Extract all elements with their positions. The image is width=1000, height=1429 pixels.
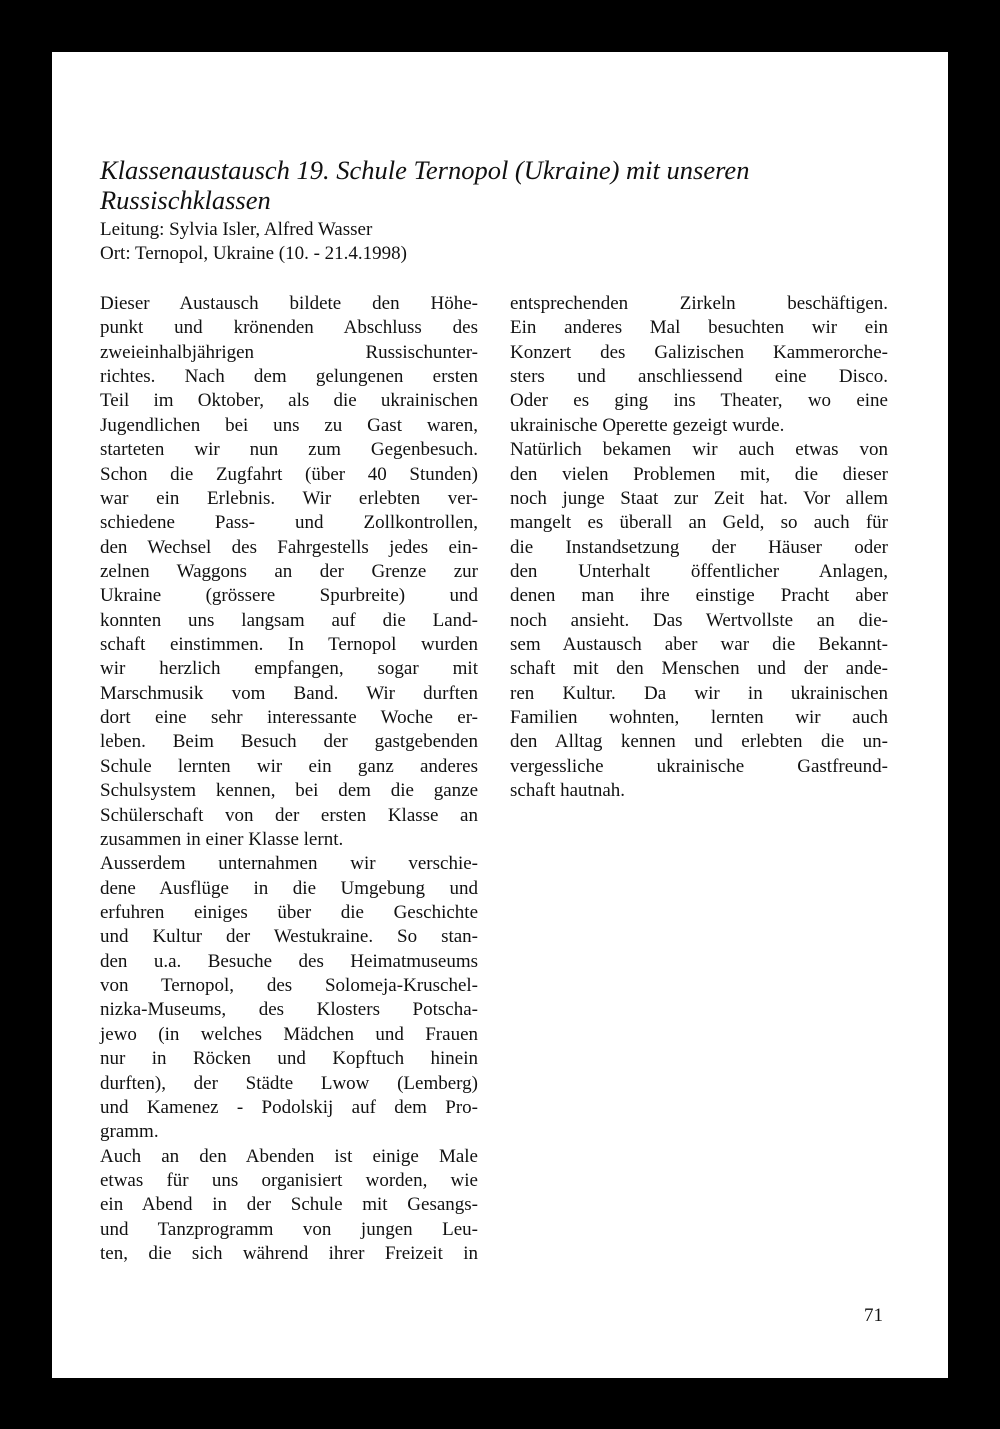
text-line: durften), der Städte Lwow (Lemberg)	[100, 1072, 478, 1094]
text-line: Schon die Zugfahrt (über 40 Stunden)	[100, 463, 478, 485]
text-line: Oder es ging ins Theater, wo eine	[510, 390, 888, 412]
text-line: zusammen in einer Klasse lernt.	[100, 828, 344, 850]
right-column	[510, 292, 888, 804]
text-line: Schülerschaft von der ersten Klasse an	[100, 804, 478, 826]
text-line: ten, die sich während ihrer Freizeit in	[100, 1243, 478, 1265]
text-line: dort eine sehr interessante Woche er-	[100, 707, 478, 729]
left-column	[100, 292, 478, 1266]
title-line: Russischklassen	[100, 185, 271, 215]
ort-line: Ort: Ternopol, Ukraine (10. - 21.4.1998)	[100, 243, 408, 264]
text-line: schaft mit den Menschen und der ande-	[510, 658, 888, 680]
text-line: war ein Erlebnis. Wir erlebten ver-	[100, 487, 478, 509]
text-line: Jugendlichen bei uns zu Gast waren,	[100, 414, 478, 436]
text-line: und Kultur der Westukraine. So stan-	[100, 926, 478, 948]
text-line: den Alltag kennen und erlebten die un-	[510, 731, 888, 753]
text-line: sters und anschliessend eine Disco.	[510, 366, 888, 388]
text-line: den Wechsel des Fahrgestells jedes ein-	[100, 536, 478, 558]
text-line: zweieinhalbjährigen Russischunter-	[100, 341, 478, 363]
text-line: noch junge Staat zur Zeit hat. Vor allem	[510, 487, 888, 509]
text-line: wir herzlich empfangen, sogar mit	[100, 658, 478, 680]
text-line: konnten uns langsam auf die Land-	[100, 609, 478, 631]
text-line: starteten wir nun zum Gegenbesuch.	[100, 439, 478, 461]
article-title	[100, 155, 860, 215]
text-line: entsprechenden Zirkeln beschäftigen.	[510, 293, 888, 314]
text-line: und Kamenez - Podolskij auf dem Pro-	[100, 1096, 478, 1118]
text-line: den vielen Problemen mit, die dieser	[510, 463, 888, 485]
text-line: Ein anderes Mal besuchten wir ein	[510, 317, 888, 339]
text-line: erfuhren einiges über die Geschichte	[100, 901, 478, 923]
text-line: Schule lernten wir ein ganz anderes	[100, 755, 478, 777]
text-line: nur in Röcken und Kopftuch hinein	[100, 1048, 478, 1070]
text-line: schaft einstimmen. In Ternopol wurden	[100, 634, 478, 656]
leitung-line: Leitung: Sylvia Isler, Alfred Wasser	[100, 219, 373, 240]
text-line: Konzert des Galizischen Kammerorche-	[510, 341, 888, 363]
text-line: den u.a. Besuche des Heimatmuseums	[100, 950, 478, 972]
text-line: nizka-Museums, des Klosters Potscha-	[100, 999, 478, 1021]
text-line: vergessliche ukrainische Gastfreund-	[510, 755, 888, 777]
text-line: ukrainische Operette gezeigt wurde.	[510, 414, 785, 436]
page-number: 71	[864, 1305, 883, 1326]
text-line: und Tanzprogramm von jungen Leu-	[100, 1218, 478, 1240]
text-line: dene Ausflüge in die Umgebung und	[100, 877, 478, 899]
title-line: Klassenaustausch 19. Schule Ternopol (Ukraine) mit unseren	[100, 155, 750, 185]
text-line: Ukraine (grössere Spurbreite) und	[100, 585, 478, 607]
text-line: schiedene Pass- und Zollkontrollen,	[100, 512, 478, 534]
text-line: Familien wohnten, lernten wir auch	[510, 707, 888, 729]
text-line: noch ansieht. Das Wertvollste an die-	[510, 609, 888, 631]
text-line: gramm.	[100, 1121, 159, 1143]
text-line: die Instandsetzung der Häuser oder	[510, 536, 888, 558]
text-line: leben. Beim Besuch der gastgebenden	[100, 731, 478, 753]
document-page	[52, 52, 948, 1378]
text-line: Dieser Austausch bildete den Höhe-	[100, 293, 478, 314]
text-line: Teil im Oktober, als die ukrainischen	[100, 390, 478, 412]
text-line: jewo (in welches Mädchen und Frauen	[100, 1023, 478, 1045]
text-line: mangelt es überall an Geld, so auch für	[510, 512, 888, 534]
text-line: etwas für uns organisiert worden, wie	[100, 1169, 478, 1191]
text-line: den Unterhalt öffentlicher Anlagen,	[510, 560, 888, 582]
text-line: punkt und krönenden Abschluss des	[100, 317, 478, 339]
text-line: Auch an den Abenden ist einige Male	[100, 1145, 478, 1167]
text-line: ein Abend in der Schule mit Gesangs-	[100, 1194, 478, 1216]
text-line: schaft hautnah.	[510, 780, 626, 802]
text-line: zelnen Waggons an der Grenze zur	[100, 560, 478, 582]
text-line: Natürlich bekamen wir auch etwas von	[510, 439, 888, 461]
text-line: denen man ihre einstige Pracht aber	[510, 585, 888, 607]
text-line: sem Austausch aber war die Bekannt-	[510, 634, 888, 656]
text-line: ren Kultur. Da wir in ukrainischen	[510, 682, 888, 704]
text-line: richtes. Nach dem gelungenen ersten	[100, 366, 478, 388]
text-line: von Ternopol, des Solomeja-Kruschel-	[100, 975, 478, 997]
text-line: Schulsystem kennen, bei dem die ganze	[100, 780, 478, 802]
text-line: Ausserdem unternahmen wir verschie-	[100, 853, 478, 875]
text-line: Marschmusik vom Band. Wir durften	[100, 682, 478, 704]
